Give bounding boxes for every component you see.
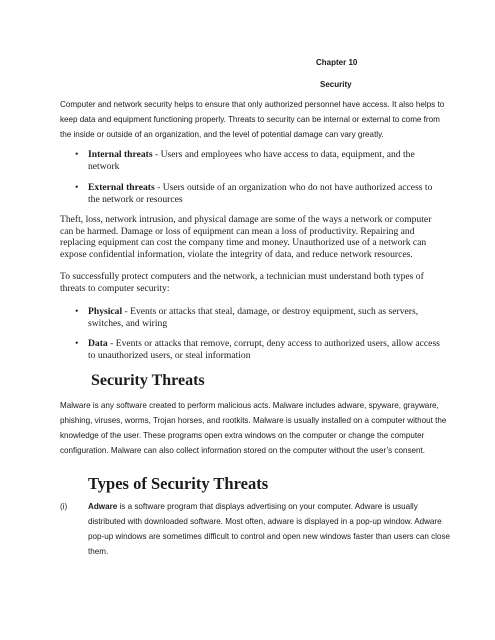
bullet-dot-icon: • bbox=[75, 182, 79, 193]
protect-paragraph: To successfully protect computers and the network, a technician must understand both types of threats to computer security: bbox=[60, 271, 424, 294]
bullet-dot-icon: • bbox=[75, 306, 79, 317]
bullet-text: - Events or attacks that steal, damage, or destroy equipment, such as servers, switches, and wiring bbox=[88, 306, 419, 329]
bullet-term: Internal threats bbox=[88, 149, 153, 160]
bullet-dot-icon: • bbox=[75, 149, 79, 160]
chapter-label: Chapter 10 bbox=[316, 58, 358, 67]
security-threats-heading: Security Threats bbox=[91, 372, 205, 389]
item-number: (i) bbox=[60, 502, 68, 511]
damage-paragraph: Theft, loss, network intrusion, and physical damage are some of the ways a network or computer can be harmed. Damage or loss of equipment can mean a loss of productivity. Repairing and replacing equipment can cost the company time and money. Unauthorized use of a network can expose confidential information, violate the integrity of data, and reduce network resources. bbox=[60, 214, 432, 260]
security-threats-paragraph: Malware is any software created to perform malicious acts. Malware includes adware, spyware, grayware, phishing, viruses, worms, Trojan horses, and rootkits. Malware is usually installed on a computer without the knowledge of the user. These programs open extra windows on the computer or change the computer configuration. Malware can also collect information stored on the computer without the user’s consent. bbox=[60, 401, 447, 455]
bullet-text: - Events or attacks that remove, corrupt, deny access to authorized users, allow access to unauthorized users, or steal information bbox=[88, 338, 440, 361]
bullet-term: Physical bbox=[88, 306, 123, 317]
bullet-data bbox=[75, 338, 445, 361]
bullet-term: External threats bbox=[88, 182, 155, 193]
bullet-dot-icon: • bbox=[75, 338, 79, 349]
bullet-term: Data bbox=[88, 338, 108, 349]
item-text: is a software program that displays advertising on your computer. Adware is usually distributed with downloaded software. Most often, adware is displayed in a pop-up window. Adware pop-up windows are sometimes difficult to control and open new windows faster than users can close them. bbox=[88, 502, 451, 556]
bullet-text: - Users outside of an organization who do not have authorized access to the network or resources bbox=[88, 182, 433, 205]
threat-item-adware bbox=[60, 499, 450, 559]
item-term: Adware bbox=[88, 502, 118, 511]
types-of-threats-heading: Types of Security Threats bbox=[88, 474, 269, 493]
intro-paragraph: Computer and network security helps to ensure that only authorized personnel have access. It also helps to keep data and equipment functioning properly. Threats to security can be internal or external to come from the inside or outside of an organization, and the level of potential damage can vary greatly. bbox=[60, 100, 445, 139]
bullet-physical bbox=[75, 306, 445, 329]
bullet-external-threats bbox=[75, 182, 445, 205]
bullet-internal-threats bbox=[75, 149, 445, 172]
bullet-text: - Users and employees who have access to data, equipment, and the network bbox=[88, 149, 415, 172]
section-label: Security bbox=[320, 80, 352, 89]
